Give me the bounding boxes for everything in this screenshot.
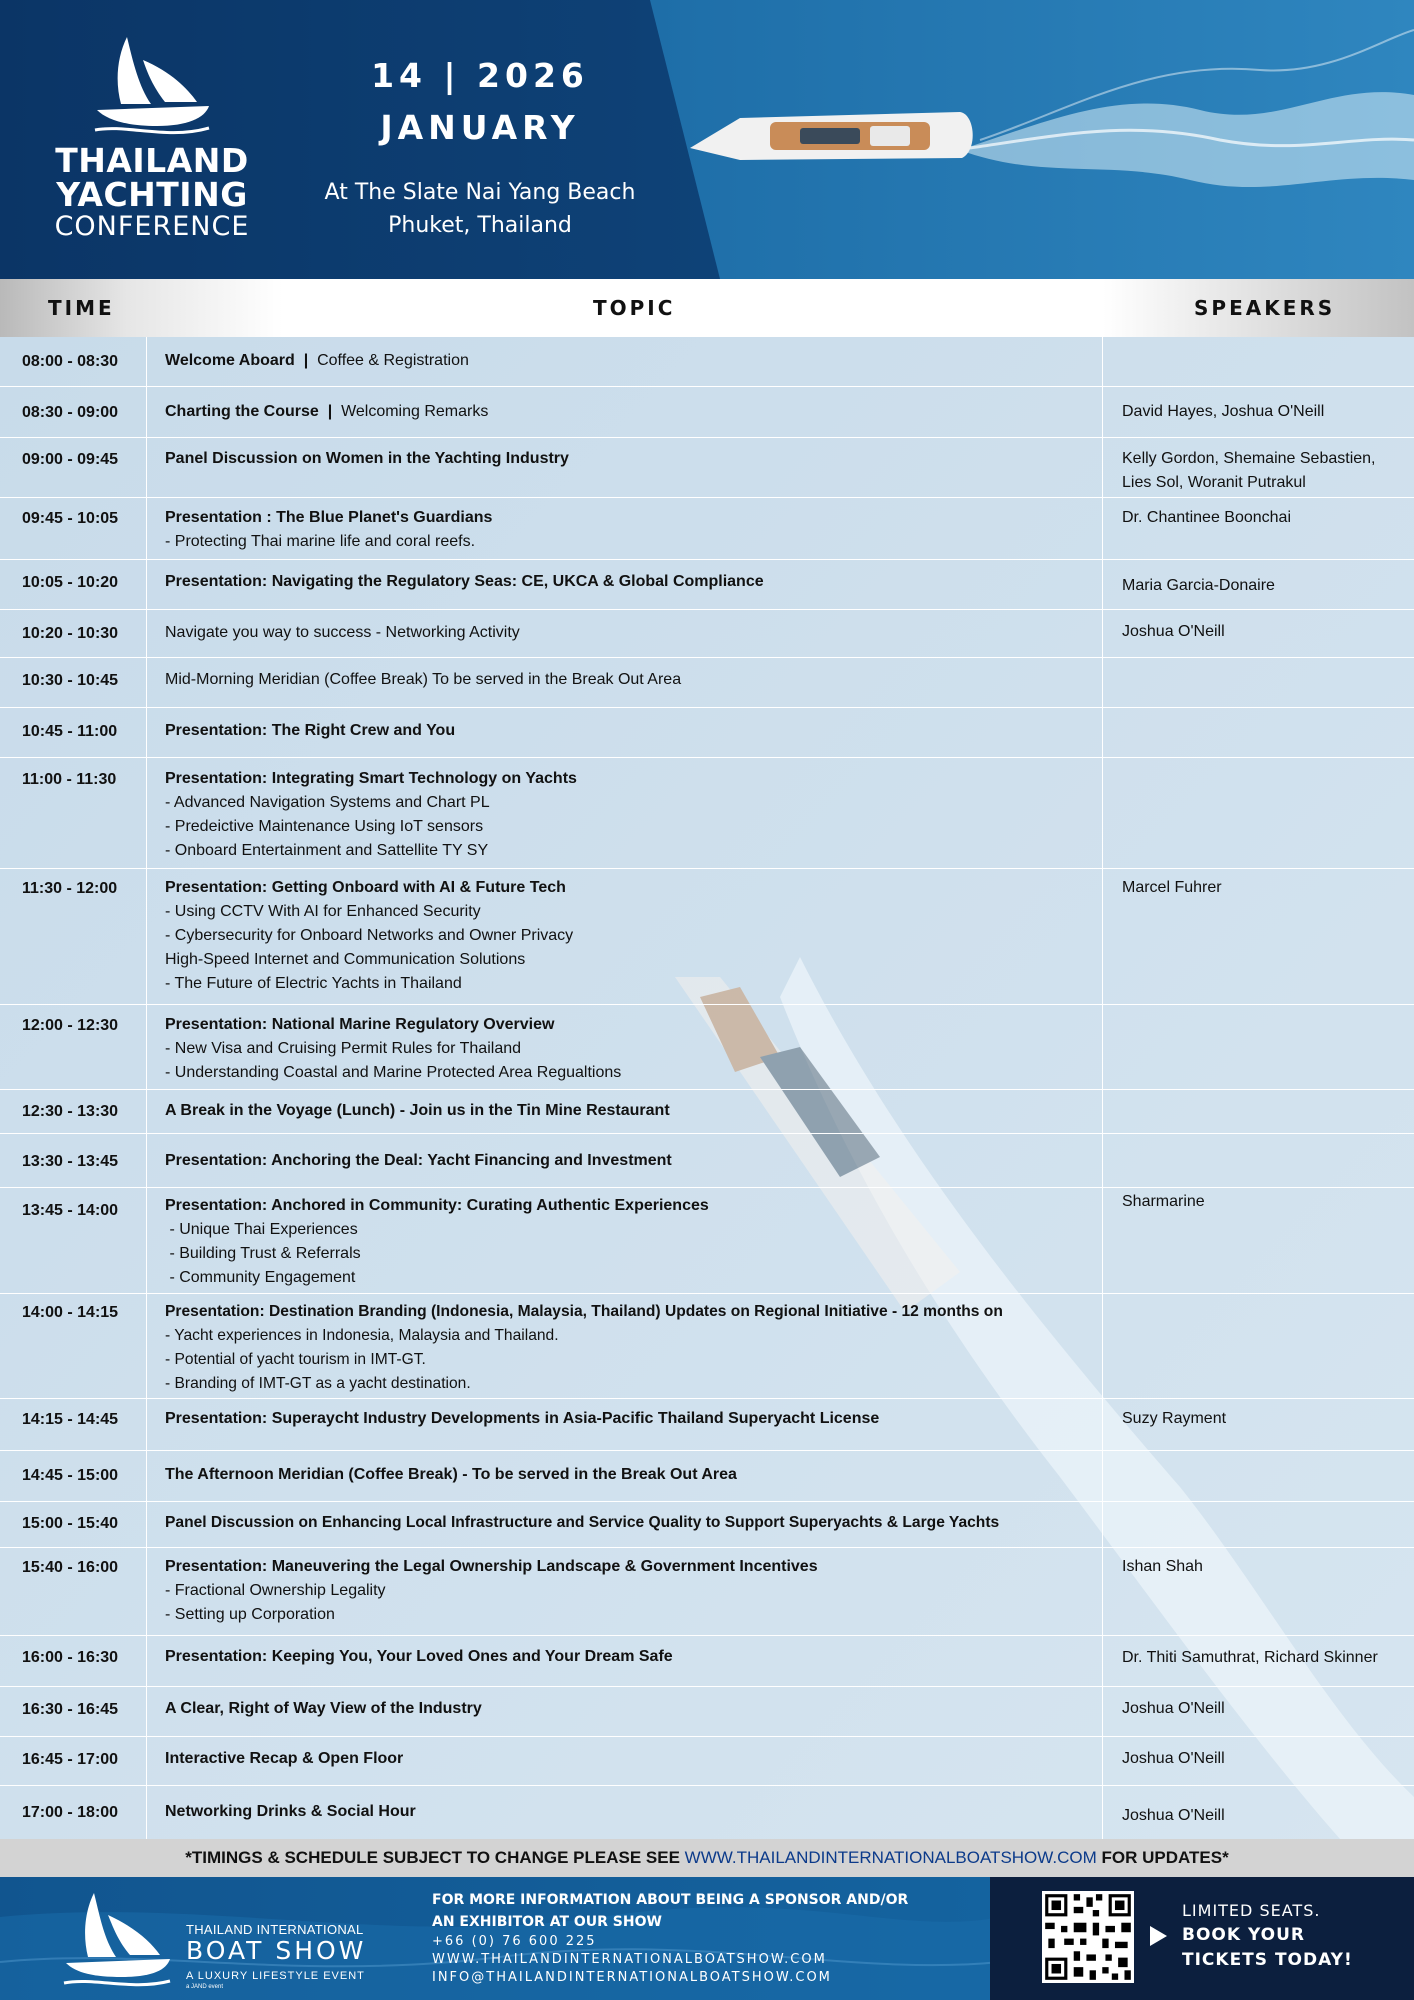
row-title: Presentation: Superaycht Industry Developments in Asia-Pacific Thailand Superyacht License <box>165 1410 880 1427</box>
cta-book-your[interactable]: BOOK YOUR <box>1182 1925 1306 1945</box>
row-time: 13:45 - 14:00 <box>22 1202 119 1219</box>
row-detail: - Predeictive Maintenance Using IoT sensors <box>165 818 484 835</box>
schedule-row <box>0 1636 1414 1687</box>
row-detail: - Community Engagement <box>165 1269 356 1286</box>
sailboat-logo-icon <box>87 32 217 138</box>
row-detail: - Using CCTV With AI for Enhanced Security <box>165 903 481 920</box>
row-speakers <box>1122 447 1375 495</box>
row-topic <box>165 668 681 692</box>
row-detail: - Setting up Corporation <box>165 1606 335 1623</box>
row-topic <box>165 767 577 863</box>
row-title: Interactive Recap & Open Floor <box>165 1750 404 1767</box>
row-topic <box>165 400 488 424</box>
row-title: Presentation: Anchored in Community: Curating Authentic Experiences <box>165 1197 709 1214</box>
row-title: Presentation: Getting Onboard with AI & Future Tech <box>165 879 566 896</box>
schedule-row <box>0 1005 1414 1090</box>
sponsor-info-heading1: FOR MORE INFORMATION ABOUT BEING A SPONSOR AND/OR <box>432 1892 909 1908</box>
row-time: 14:00 - 14:15 <box>22 1304 119 1321</box>
schedule-row <box>0 1399 1414 1451</box>
schedule-row <box>0 1548 1414 1636</box>
row-topic <box>165 1555 818 1627</box>
column-header-time: TIME <box>48 296 115 320</box>
row-detail: - Branding of IMT-GT as a yacht destination. <box>165 1375 471 1392</box>
row-topic <box>165 1747 403 1771</box>
schedule-row <box>0 1502 1414 1548</box>
row-subtitle: Navigate you way to success - Networking Activity <box>165 624 520 641</box>
row-topic <box>165 447 569 471</box>
row-speakers: Joshua O'Neill <box>1122 1807 1225 1824</box>
schedule-table <box>0 337 1414 1839</box>
schedule-row <box>0 1737 1414 1786</box>
row-title: Presentation: Destination Branding (Indonesia, Malaysia, Thailand) Updates on Regional Initiative - 12 months on <box>165 1303 1003 1320</box>
row-subtitle: Welcoming Remarks <box>341 403 489 420</box>
logo-line2: YACHTING <box>56 175 248 214</box>
row-topic <box>165 1149 672 1173</box>
row-detail: - Building Trust & Referrals <box>165 1245 361 1262</box>
row-title: Welcome Aboard <box>165 352 295 369</box>
row-time: 08:00 - 08:30 <box>22 353 119 370</box>
row-time: 09:45 - 10:05 <box>22 510 119 527</box>
schedule-column-headers <box>0 279 1414 337</box>
row-title: A Break in the Voyage (Lunch) - Join us in the Tin Mine Restaurant <box>165 1102 670 1119</box>
row-speakers: Joshua O'Neill <box>1122 623 1225 640</box>
row-topic <box>165 1463 737 1487</box>
sponsor-info-heading2: AN EXHIBITOR AT OUR SHOW <box>432 1914 662 1930</box>
sponsor-info <box>432 1889 972 1987</box>
row-time: 10:20 - 10:30 <box>22 625 119 642</box>
row-time: 14:15 - 14:45 <box>22 1411 119 1428</box>
row-separator: | <box>318 403 342 420</box>
row-topic <box>165 1511 999 1535</box>
venue-line2: Phuket, Thailand <box>388 213 572 238</box>
row-time: 12:30 - 13:30 <box>22 1103 119 1120</box>
qr-code-icon[interactable] <box>1042 1891 1134 1983</box>
row-time: 11:00 - 11:30 <box>22 771 117 788</box>
row-topic <box>165 1194 709 1290</box>
contact-phone[interactable]: +66 (0) 76 600 225 <box>432 1934 597 1949</box>
schedule-row <box>0 1188 1414 1294</box>
schedule-row <box>0 869 1414 1005</box>
schedule-row <box>0 387 1414 438</box>
row-detail: - The Future of Electric Yachts in Thailand <box>165 975 462 992</box>
row-title: Panel Discussion on Women in the Yachting Industry <box>165 450 569 467</box>
schedule-row <box>0 1134 1414 1188</box>
row-title: Presentation: Navigating the Regulatory Seas: CE, UKCA & Global Compliance <box>165 573 764 590</box>
schedule-row <box>0 560 1414 610</box>
row-topic <box>165 349 469 373</box>
schedule-row <box>0 1090 1414 1134</box>
cta-limited-seats: LIMITED SEATS. <box>1182 1901 1321 1920</box>
schedule-row <box>0 708 1414 758</box>
row-speakers: Dr. Thiti Samuthrat, Richard Skinner <box>1122 1649 1378 1666</box>
row-title: Presentation: National Marine Regulatory Overview <box>165 1016 555 1033</box>
row-title: Presentation: The Right Crew and You <box>165 722 456 739</box>
row-topic <box>165 1407 879 1431</box>
notice-url-link[interactable]: WWW.THAILANDINTERNATIONALBOATSHOW.COM <box>684 1848 1097 1867</box>
row-topic <box>165 1300 1003 1396</box>
contact-email-link[interactable]: INFO@THAILANDINTERNATIONALBOATSHOW.COM <box>432 1970 832 1985</box>
row-speakers: Marcel Fuhrer <box>1122 879 1222 896</box>
event-date-day-year: 14 | 2026 <box>371 56 589 95</box>
row-detail: - Potential of yacht tourism in IMT-GT. <box>165 1351 426 1368</box>
row-title: The Afternoon Meridian (Coffee Break) - To be served in the Break Out Area <box>165 1466 737 1483</box>
footer-banner <box>0 1877 1414 2000</box>
schedule-row <box>0 658 1414 708</box>
row-detail: High-Speed Internet and Communication Solutions <box>165 951 526 968</box>
row-time: 10:45 - 11:00 <box>22 723 118 740</box>
row-title: Presentation: Keeping You, Your Loved Ones and Your Dream Safe <box>165 1648 673 1665</box>
schedule-change-notice <box>0 1839 1414 1877</box>
schedule-row <box>0 1786 1414 1839</box>
row-topic <box>165 1099 670 1123</box>
schedule-row <box>0 758 1414 869</box>
row-detail: - New Visa and Cruising Permit Rules for Thailand <box>165 1040 522 1057</box>
play-arrow-icon <box>1150 1926 1167 1946</box>
row-topic <box>165 1645 673 1669</box>
event-date-month: JANUARY <box>380 108 580 147</box>
boat-show-logo-line1: THAILAND INTERNATIONAL <box>186 1922 364 1937</box>
row-detail: - Unique Thai Experiences <box>165 1221 358 1238</box>
boat-show-logo-line2: BOAT SHOW <box>186 1936 367 1965</box>
row-subtitle: Mid-Morning Meridian (Coffee Break) To be served in the Break Out Area <box>165 671 682 688</box>
row-time: 10:05 - 10:20 <box>22 574 119 591</box>
notice-prefix: *TIMINGS & SCHEDULE SUBJECT TO CHANGE PLEASE SEE <box>185 1848 685 1867</box>
row-title: Charting the Course <box>165 403 319 420</box>
row-time: 16:45 - 17:00 <box>22 1751 119 1768</box>
row-detail: - Yacht experiences in Indonesia, Malaysia and Thailand. <box>165 1327 559 1344</box>
venue-line1: At The Slate Nai Yang Beach <box>324 180 636 205</box>
row-time: 09:00 - 09:45 <box>22 451 119 468</box>
row-speakers: Joshua O'Neill <box>1122 1700 1225 1717</box>
schedule-row <box>0 438 1414 498</box>
row-title: A Clear, Right of Way View of the Industry <box>165 1700 482 1717</box>
row-separator: | <box>294 352 318 369</box>
row-topic <box>165 876 573 996</box>
notice-suffix: FOR UPDATES* <box>1096 1848 1229 1867</box>
boat-show-logo <box>58 1887 368 1995</box>
schedule-row <box>0 1294 1414 1399</box>
row-time: 16:30 - 16:45 <box>22 1701 119 1718</box>
row-title: Presentation: Maneuvering the Legal Ownership Landscape & Government Incentives <box>165 1558 818 1575</box>
row-detail: - Cybersecurity for Onboard Networks and Owner Privacy <box>165 927 574 944</box>
row-time: 08:30 - 09:00 <box>22 404 119 421</box>
row-detail: - Advanced Navigation Systems and Chart PL <box>165 794 490 811</box>
row-speakers: Suzy Rayment <box>1122 1410 1227 1427</box>
row-speakers: Joshua O'Neill <box>1122 1750 1225 1767</box>
ticket-cta-panel <box>990 1877 1414 2000</box>
cta-tickets-today[interactable]: TICKETS TODAY! <box>1182 1950 1353 1970</box>
row-time: 11:30 - 12:00 <box>22 880 118 897</box>
header-banner <box>0 0 1414 279</box>
row-time: 15:40 - 16:00 <box>22 1559 119 1576</box>
row-topic <box>165 570 764 594</box>
contact-website-link[interactable]: WWW.THAILANDINTERNATIONALBOATSHOW.COM <box>432 1952 827 1967</box>
boat-show-logo-line4: a JAND event <box>186 1984 224 1990</box>
logo-line3: CONFERENCE <box>54 211 250 242</box>
row-title: Presentation: Integrating Smart Technology on Yachts <box>165 770 577 787</box>
row-speakers: Dr. Chantinee Boonchai <box>1122 509 1291 526</box>
row-time: 17:00 - 18:00 <box>22 1804 119 1821</box>
row-detail: - Protecting Thai marine life and coral reefs. <box>165 533 476 550</box>
conference-logo <box>36 32 268 242</box>
row-speakers: Ishan Shah <box>1122 1558 1203 1575</box>
row-topic <box>165 621 520 645</box>
boat-show-logo-line3: A LUXURY LIFESTYLE EVENT <box>186 1970 365 1982</box>
schedule-row <box>0 1687 1414 1737</box>
row-topic <box>165 1800 416 1824</box>
row-topic <box>165 719 455 743</box>
speaker-line: Kelly Gordon, Shemaine Sebastien, <box>1122 450 1376 467</box>
row-title: Presentation : The Blue Planet's Guardians <box>165 509 493 526</box>
row-title: Presentation: Anchoring the Deal: Yacht Financing and Investment <box>165 1152 672 1169</box>
event-date-venue <box>290 50 670 242</box>
row-detail: - Onboard Entertainment and Sattellite TY SY <box>165 842 489 859</box>
schedule-row <box>0 498 1414 560</box>
row-time: 14:45 - 15:00 <box>22 1467 119 1484</box>
row-time: 12:00 - 12:30 <box>22 1017 119 1034</box>
row-time: 15:00 - 15:40 <box>22 1515 119 1532</box>
schedule-row <box>0 610 1414 658</box>
schedule-row <box>0 1451 1414 1502</box>
speaker-line: Lies Sol, Woranit Putrakul <box>1122 474 1306 491</box>
column-header-speakers: SPEAKERS <box>1194 296 1336 320</box>
row-subtitle: Coffee & Registration <box>317 352 469 369</box>
logo-line1: THAILAND <box>55 141 249 180</box>
row-title: Panel Discussion on Enhancing Local Infrastructure and Service Quality to Support Superyachts & Large Yachts <box>165 1514 1000 1531</box>
row-time: 16:00 - 16:30 <box>22 1649 119 1666</box>
row-speakers: David Hayes, Joshua O'Neill <box>1122 403 1325 420</box>
row-speakers: Sharmarine <box>1122 1193 1205 1210</box>
row-detail: - Understanding Coastal and Marine Protected Area Regualtions <box>165 1064 622 1081</box>
row-speakers: Maria Garcia-Donaire <box>1122 577 1275 594</box>
row-topic <box>165 1697 482 1721</box>
schedule-row <box>0 337 1414 387</box>
column-header-topic: TOPIC <box>593 296 676 320</box>
row-time: 13:30 - 13:45 <box>22 1153 119 1170</box>
sailboat-logo-icon <box>58 1887 176 1991</box>
row-title: Networking Drinks & Social Hour <box>165 1803 416 1820</box>
row-topic <box>165 1013 621 1085</box>
row-detail: - Fractional Ownership Legality <box>165 1582 386 1599</box>
row-topic <box>165 506 492 554</box>
row-time: 10:30 - 10:45 <box>22 672 119 689</box>
